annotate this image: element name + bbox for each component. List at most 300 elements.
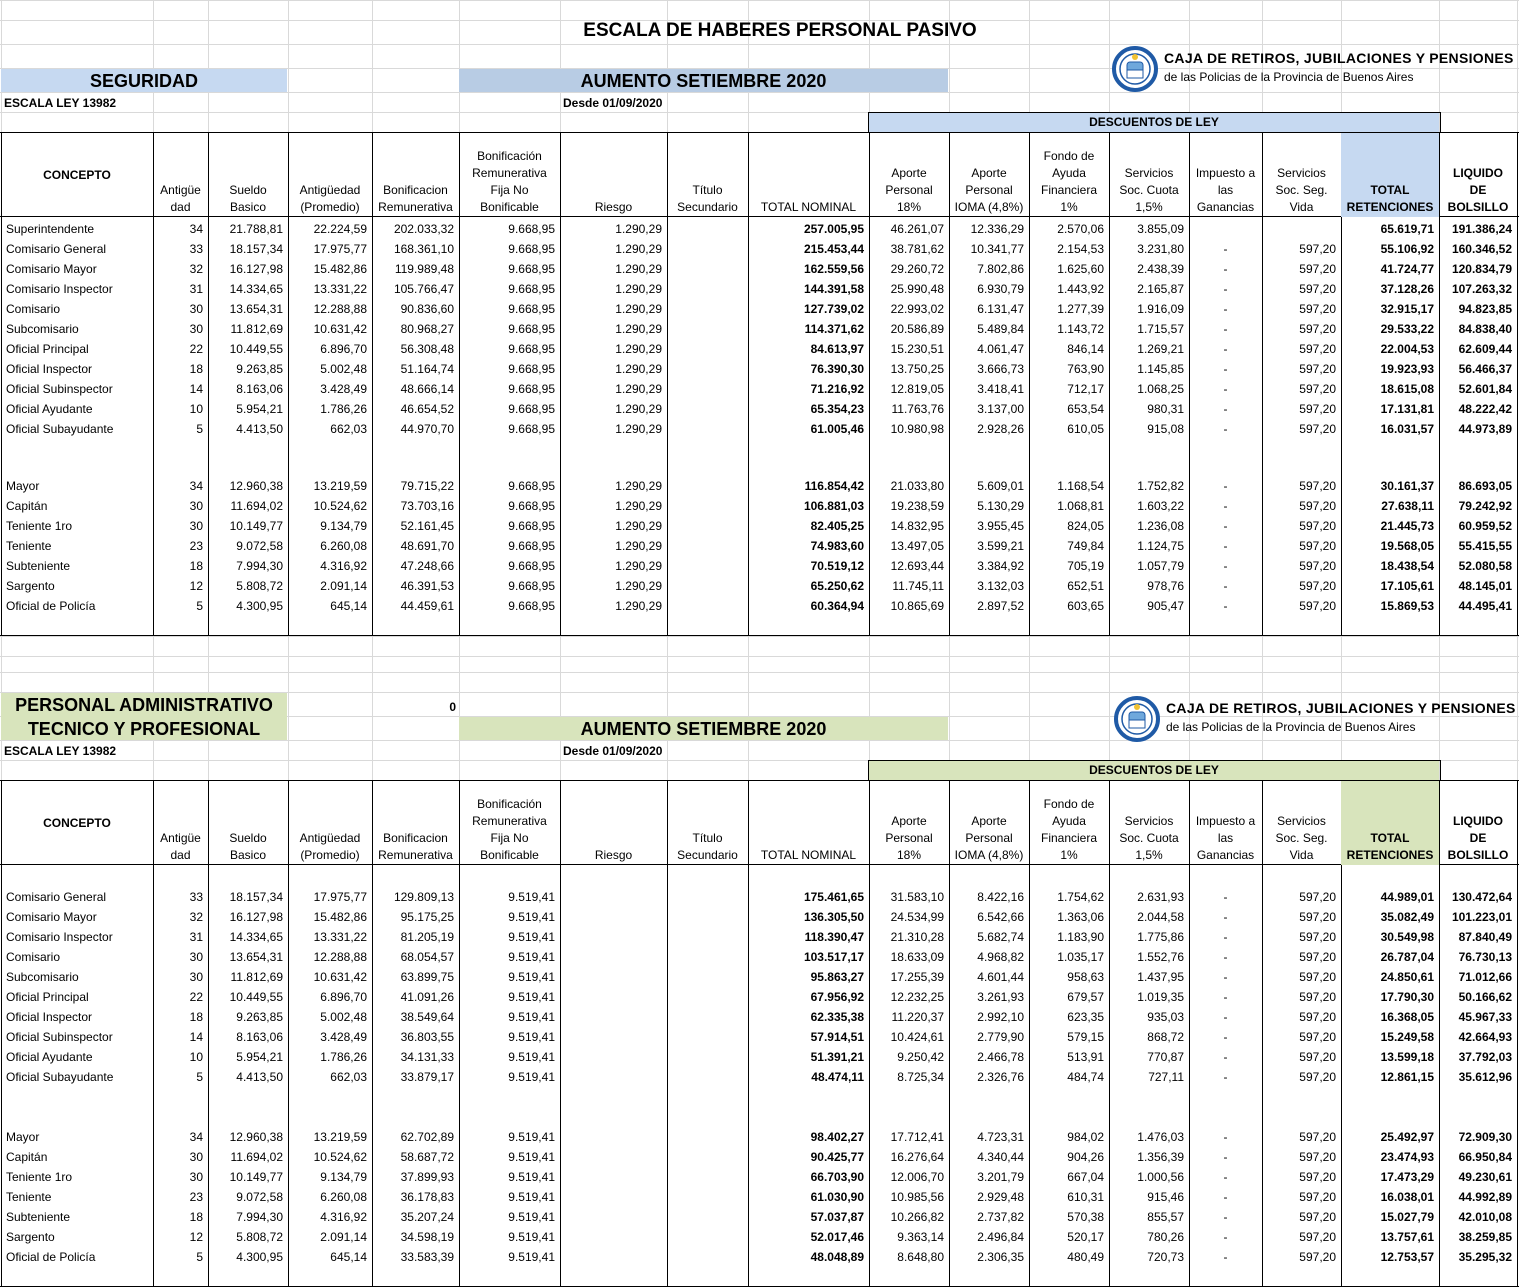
header-fondo-ayuda: Fondo de Ayuda Financiera 1%	[1040, 797, 1098, 862]
table-cell	[565, 1067, 662, 1087]
table-cell: 16.368,05	[1380, 1010, 1434, 1024]
table-cell: 5.609,01	[977, 479, 1024, 493]
table-cell: 66.950,84	[1458, 1150, 1512, 1164]
table-cell: 257.005,95	[803, 222, 864, 236]
table-cell: 95.175,25	[400, 910, 454, 924]
table-cell: 5.002,48	[320, 1010, 367, 1024]
row-concepto: Oficial Ayudante	[6, 1050, 93, 1064]
table-cell: 597,20	[1299, 539, 1336, 553]
table-cell: 23	[189, 1190, 203, 1204]
table-cell: 45.967,33	[1458, 1010, 1512, 1024]
table-cell: 116.854,42	[804, 479, 864, 493]
table-cell: 1.290,29	[615, 499, 662, 513]
row-concepto: Oficial de Policía	[6, 599, 96, 613]
table-cell: 21.445,73	[1380, 519, 1434, 533]
table-cell	[565, 1007, 662, 1027]
table-cell: -	[1223, 970, 1228, 984]
table-cell: 13.654,31	[229, 950, 283, 964]
table-cell: 824,05	[1067, 519, 1104, 533]
table-cell: 12.006,70	[890, 1170, 944, 1184]
table-cell: 13.331,22	[313, 930, 367, 944]
table-cell	[1194, 219, 1257, 239]
desde-label-2: Desde 01/09/2020	[563, 744, 663, 758]
header-concepto: CONCEPTO	[43, 815, 111, 830]
header-riesgo: Riesgo	[594, 200, 633, 214]
table-cell: 12.861,15	[1380, 1070, 1434, 1084]
table-cell: 978,76	[1147, 579, 1184, 593]
table-cell: 175.461,65	[803, 890, 864, 904]
table-cell	[565, 1247, 662, 1267]
table-cell: 5.682,74	[977, 930, 1024, 944]
table-cell: 1.775,86	[1137, 930, 1184, 944]
table-cell: 168.361,10	[393, 242, 454, 256]
table-cell: 12.819,05	[890, 382, 944, 396]
table-cell: 48.474,11	[811, 1070, 864, 1084]
table-cell: 76.730,13	[1458, 950, 1512, 964]
table-cell: 653,54	[1067, 402, 1104, 416]
table-cell: 2.438,39	[1137, 262, 1184, 276]
table-cell: 645,14	[330, 1250, 367, 1264]
table-cell: 46.391,53	[400, 579, 454, 593]
table-cell: 8.163,06	[236, 382, 283, 396]
table-cell: 705,19	[1067, 559, 1104, 573]
table-cell: 12	[189, 579, 203, 593]
table-cell: 22	[189, 990, 203, 1004]
table-cell: 4.300,95	[236, 1250, 283, 1264]
header-antiguedad-promedio: Antigüedad (Promedio)	[299, 183, 361, 214]
table-cell: 10.631,42	[313, 970, 367, 984]
table-cell: 513,91	[1067, 1050, 1104, 1064]
table-cell	[565, 1187, 662, 1207]
table-cell: 958,63	[1067, 970, 1104, 984]
table-cell: 1.625,60	[1057, 262, 1104, 276]
table-cell: 11.220,37	[891, 1010, 944, 1024]
table-cell: 2.570,06	[1057, 222, 1104, 236]
table-cell: 65.354,23	[810, 402, 864, 416]
table-cell: 2.091,14	[320, 1230, 367, 1244]
table-cell: 10	[189, 402, 203, 416]
table-cell: 17.473,29	[1380, 1170, 1434, 1184]
table-cell: 33.583,39	[400, 1250, 454, 1264]
table-cell: 1.715,57	[1137, 322, 1184, 336]
table-cell: 597,20	[1299, 499, 1336, 513]
table-cell: 1.356,39	[1137, 1150, 1184, 1164]
table-cell: 2.466,78	[977, 1050, 1024, 1064]
table-cell: 18.615,08	[1380, 382, 1434, 396]
table-cell: 119.989,48	[394, 262, 454, 276]
header-aporte-personal: Aporte Personal 18%	[885, 166, 933, 214]
table-cell: 30	[189, 519, 203, 533]
table-cell	[672, 1147, 743, 1167]
table-cell: 7.802,86	[977, 262, 1024, 276]
table-cell: 29.533,22	[1380, 322, 1434, 336]
header-sueldo-basico: Sueldo Basico	[229, 183, 267, 214]
table-cell: 1.290,29	[615, 559, 662, 573]
table-cell: 10.149,77	[229, 1170, 283, 1184]
table-cell: 579,15	[1067, 1030, 1104, 1044]
table-cell: 1.786,26	[320, 402, 367, 416]
descuentos-header-1: DESCUENTOS DE LEY	[869, 113, 1439, 132]
row-concepto: Teniente	[6, 1190, 52, 1204]
table-cell: 5.808,72	[236, 579, 283, 593]
table-cell: 90.836,60	[400, 302, 454, 316]
table-cell: 980,31	[1147, 402, 1184, 416]
header-sueldo-basico: Sueldo Basico	[229, 831, 267, 862]
table-cell: 603,65	[1067, 599, 1104, 613]
table-cell	[672, 1027, 743, 1047]
table-cell: 9.668,95	[508, 499, 555, 513]
table-cell	[672, 1127, 743, 1147]
table-cell: 107.263,32	[1451, 282, 1512, 296]
table-cell: 610,31	[1067, 1190, 1104, 1204]
table-cell: 57.037,87	[810, 1210, 864, 1224]
table-cell	[565, 1147, 662, 1167]
table-cell: 9.668,95	[508, 342, 555, 356]
table-cell: 2.779,90	[977, 1030, 1024, 1044]
header-servicios-vida: Servicios Soc. Seg. Vida	[1275, 814, 1328, 862]
table-cell: 30	[189, 950, 203, 964]
table-cell: 6.930,79	[977, 282, 1024, 296]
table-cell: 44.970,70	[400, 422, 454, 436]
table-cell: 11.694,02	[230, 499, 283, 513]
escala-label-1: ESCALA LEY 13982	[4, 96, 117, 110]
table-cell: 50.166,62	[1458, 990, 1512, 1004]
table-cell: -	[1223, 1210, 1228, 1224]
table-cell: 72.909,30	[1458, 1130, 1512, 1144]
table-cell: 12.288,88	[313, 950, 367, 964]
table-cell: 35.295,32	[1458, 1250, 1512, 1264]
table-cell: 106.881,03	[803, 499, 864, 513]
table-cell: 30	[189, 302, 203, 316]
table-cell: 935,03	[1147, 1010, 1184, 1024]
table-cell: 6.896,70	[320, 990, 367, 1004]
table-cell: -	[1223, 402, 1228, 416]
table-cell	[672, 1187, 743, 1207]
table-cell: 44.973,89	[1458, 422, 1512, 436]
table-cell: -	[1223, 322, 1228, 336]
table-cell: 34	[189, 1130, 203, 1144]
table-cell: 22.224,59	[313, 222, 367, 236]
table-cell: 22	[189, 342, 203, 356]
table-cell: 597,20	[1299, 422, 1336, 436]
table-cell	[672, 1247, 743, 1267]
table-cell	[672, 556, 743, 576]
row-concepto: Subcomisario	[6, 970, 79, 984]
table-cell: -	[1223, 559, 1228, 573]
section-label-seguridad: SEGURIDAD	[89, 71, 198, 91]
table-cell: 18	[189, 1010, 203, 1024]
table-cell: 4.340,44	[977, 1150, 1024, 1164]
table-cell: 597,20	[1299, 990, 1336, 1004]
row-concepto: Comisario General	[6, 890, 107, 904]
aumento-label-1: AUMENTO SETIEMBRE 2020	[580, 71, 827, 91]
table-cell: 597,20	[1299, 1150, 1336, 1164]
table-cell: 26.787,04	[1380, 950, 1434, 964]
table-cell: 73.703,16	[400, 499, 454, 513]
header-total-nominal: TOTAL NOMINAL	[760, 848, 857, 862]
table-cell: 48.222,42	[1458, 402, 1512, 416]
table-cell: 38.259,85	[1458, 1230, 1512, 1244]
table-cell: 13.497,05	[890, 539, 944, 553]
table-cell: 15.482,86	[313, 262, 367, 276]
header-servicios-cuota: Servicios Soc. Cuota 1,5%	[1119, 814, 1179, 862]
table-cell: 12.232,25	[890, 990, 944, 1004]
institution-name: CAJA DE RETIROS, JUBILACIONES Y PENSIONES	[1164, 50, 1514, 66]
table-cell: 9.519,41	[508, 950, 555, 964]
table-cell: 118.390,47	[804, 930, 864, 944]
table-cell	[672, 399, 743, 419]
header-aporte-ioma: Aporte Personal IOMA (4,8%)	[954, 166, 1024, 214]
table-cell: 570,38	[1067, 1210, 1104, 1224]
table-cell: 58.687,72	[400, 1150, 454, 1164]
table-cell: 4.413,50	[236, 1070, 283, 1084]
table-cell: 8.163,06	[236, 1030, 283, 1044]
table-cell: 9.519,41	[508, 890, 555, 904]
table-cell	[672, 496, 743, 516]
table-cell: 2.154,53	[1057, 242, 1104, 256]
table-cell: 3.137,00	[977, 402, 1024, 416]
header-servicios-vida: Servicios Soc. Seg. Vida	[1275, 166, 1328, 214]
table-cell: 44.992,89	[1458, 1190, 1512, 1204]
table-cell: 9.668,95	[508, 579, 555, 593]
table-cell: 34	[189, 479, 203, 493]
table-cell: 10.149,77	[229, 519, 283, 533]
table-cell: 3.599,21	[977, 539, 1024, 553]
table-cell: 49.230,61	[1458, 1170, 1512, 1184]
table-cell	[672, 887, 743, 907]
table-cell: 9.668,95	[508, 322, 555, 336]
table-cell: 915,46	[1147, 1190, 1184, 1204]
table-cell: 3.955,45	[977, 519, 1024, 533]
row-concepto: Superintendente	[6, 222, 95, 236]
table-cell: 12.960,38	[229, 1130, 283, 1144]
table-cell: -	[1223, 1070, 1228, 1084]
table-cell: 18.633,09	[890, 950, 944, 964]
table-cell: 46.261,07	[890, 222, 944, 236]
table-cell: 597,20	[1299, 342, 1336, 356]
table-cell: 1.124,75	[1137, 539, 1184, 553]
header-total-nominal: TOTAL NOMINAL	[760, 200, 857, 214]
table-cell: 1.603,22	[1137, 499, 1184, 513]
table-cell: 80.968,27	[400, 322, 454, 336]
table-cell: 10.524,62	[313, 1150, 367, 1164]
table-cell: -	[1223, 599, 1228, 613]
table-cell: 10.980,98	[890, 422, 944, 436]
table-cell: 662,03	[330, 1070, 367, 1084]
table-cell: 2.165,87	[1137, 282, 1184, 296]
header-bonificacion-remunerativa: Bonificacion Remunerativa	[378, 831, 453, 862]
table-cell: 18	[189, 362, 203, 376]
row-concepto: Comisario Mayor	[6, 910, 97, 924]
table-cell: -	[1223, 950, 1228, 964]
table-cell: 9.072,58	[236, 1190, 283, 1204]
table-cell: 52.017,46	[810, 1230, 864, 1244]
table-cell: 84.838,40	[1458, 322, 1512, 336]
table-cell: 1.143,72	[1057, 322, 1104, 336]
table-cell: 3.418,41	[977, 382, 1024, 396]
table-cell	[672, 476, 743, 496]
table-cell: 597,20	[1299, 1170, 1336, 1184]
table-cell: 127.739,02	[803, 302, 864, 316]
table-cell: 32	[189, 910, 203, 924]
table-cell: 3.855,09	[1137, 222, 1184, 236]
table-cell: 749,84	[1067, 539, 1104, 553]
table-cell: 1.290,29	[615, 599, 662, 613]
table-cell: 21.788,81	[229, 222, 283, 236]
table-cell: 3.666,73	[977, 362, 1024, 376]
table-cell: 25.492,97	[1380, 1130, 1434, 1144]
table-cell: 1.552,76	[1137, 950, 1184, 964]
table-cell: 18.157,34	[229, 890, 283, 904]
table-cell: 15.230,51	[890, 342, 944, 356]
table-cell: -	[1223, 1190, 1228, 1204]
header-servicios-cuota: Servicios Soc. Cuota 1,5%	[1119, 166, 1179, 214]
row-concepto: Capitán	[6, 1150, 48, 1164]
table-cell: 81.205,19	[400, 930, 454, 944]
table-cell: 15.027,79	[1380, 1210, 1434, 1224]
table-cell: 13.599,18	[1380, 1050, 1434, 1064]
row-concepto: Oficial Subinspector	[6, 1030, 113, 1044]
table-cell: 12	[189, 1230, 203, 1244]
table-cell: 41.724,77	[1380, 262, 1434, 276]
table-cell: 31	[189, 282, 203, 296]
table-cell: 79.715,22	[400, 479, 454, 493]
table-cell: 19.568,05	[1380, 539, 1434, 553]
table-cell: 9.668,95	[508, 422, 555, 436]
table-cell	[565, 1167, 662, 1187]
table-cell: -	[1223, 302, 1228, 316]
table-cell: 42.664,93	[1458, 1030, 1512, 1044]
table-cell: 23	[189, 539, 203, 553]
table-cell: 1.290,29	[615, 342, 662, 356]
table-cell: 95.863,27	[810, 970, 864, 984]
table-cell: 1.290,29	[615, 242, 662, 256]
header-concepto: CONCEPTO	[43, 167, 111, 182]
table-cell: 42.010,08	[1458, 1210, 1512, 1224]
header-aporte-ioma: Aporte Personal IOMA (4,8%)	[954, 814, 1024, 862]
table-cell: 2.306,35	[977, 1250, 1024, 1264]
table-cell: 652,51	[1067, 579, 1104, 593]
table-cell: 780,26	[1147, 1230, 1184, 1244]
table-cell: 597,20	[1299, 1030, 1336, 1044]
table-cell: 1.290,29	[615, 262, 662, 276]
table-cell: 33.879,17	[400, 1070, 454, 1084]
table-cell: 1.290,29	[615, 539, 662, 553]
table-cell: 720,73	[1147, 1250, 1184, 1264]
table-cell: 915,08	[1147, 422, 1184, 436]
table-cell: 60.364,94	[810, 599, 864, 613]
table-cell: 597,20	[1299, 1250, 1336, 1264]
table-cell: 9.519,41	[508, 1010, 555, 1024]
table-cell: 24.534,99	[890, 910, 944, 924]
table-cell: 103.517,17	[803, 950, 864, 964]
table-cell: -	[1223, 282, 1228, 296]
row-concepto: Oficial Inspector	[6, 362, 93, 376]
table-cell: 8.648,80	[897, 1250, 944, 1264]
table-cell: 9.668,95	[508, 539, 555, 553]
table-cell: 1.000,56	[1137, 1170, 1184, 1184]
table-cell: 1.290,29	[615, 282, 662, 296]
table-cell: 129.809,13	[393, 890, 454, 904]
table-cell: 5	[196, 1250, 203, 1264]
table-cell: 47.248,66	[400, 559, 454, 573]
table-cell: 846,14	[1067, 342, 1104, 356]
table-cell: 6.542,66	[977, 910, 1024, 924]
table-cell: 215.453,44	[803, 242, 864, 256]
table-cell: 120.834,79	[1451, 262, 1512, 276]
table-cell: 597,20	[1299, 362, 1336, 376]
table-cell: 520,17	[1067, 1230, 1104, 1244]
table-cell: 34.131,33	[400, 1050, 454, 1064]
table-cell: 1.752,82	[1137, 479, 1184, 493]
table-cell: 10.631,42	[313, 322, 367, 336]
table-cell	[672, 1227, 743, 1247]
zero-value: 0	[449, 700, 456, 714]
table-cell: 597,20	[1299, 1010, 1336, 1024]
table-cell: 18.157,34	[229, 242, 283, 256]
table-cell: 597,20	[1299, 402, 1336, 416]
table-cell: 17.975,77	[313, 242, 367, 256]
table-cell: 597,20	[1299, 302, 1336, 316]
table-cell: 48.048,89	[810, 1250, 864, 1264]
header-bonificacion-fija: Bonificación Remunerativa Fija No Bonificable	[472, 149, 547, 214]
table-cell: 3.428,49	[320, 382, 367, 396]
table-cell: 17.105,61	[1380, 579, 1434, 593]
table-cell: 27.638,11	[1381, 499, 1434, 513]
table-cell: 5.002,48	[320, 362, 367, 376]
table-cell: 9.072,58	[236, 539, 283, 553]
header-titulo-secundario: Título Secundario	[677, 183, 738, 214]
table-cell: 9.668,95	[508, 559, 555, 573]
table-cell: 9.668,95	[508, 362, 555, 376]
table-cell: 855,57	[1147, 1210, 1184, 1224]
table-cell: 597,20	[1299, 479, 1336, 493]
table-cell: 9.668,95	[508, 222, 555, 236]
row-concepto: Oficial Subayudante	[6, 1070, 114, 1084]
table-cell: 37.128,26	[1380, 282, 1434, 296]
table-cell: 38.781,62	[890, 242, 944, 256]
table-cell: 1.290,29	[615, 402, 662, 416]
table-cell: 82.405,25	[810, 519, 864, 533]
table-cell: -	[1223, 1250, 1228, 1264]
row-concepto: Comisario Mayor	[6, 262, 97, 276]
table-cell: 1.183,90	[1057, 930, 1104, 944]
table-cell: 52.080,58	[1458, 559, 1512, 573]
table-cell: -	[1223, 1150, 1228, 1164]
header-antiguedad: Antigüe dad	[160, 831, 201, 862]
descuentos-header-2: DESCUENTOS DE LEY	[869, 761, 1439, 780]
table-cell: 160.346,52	[1451, 242, 1512, 256]
table-cell: 2.992,10	[977, 1010, 1024, 1024]
table-cell: 29.260,72	[890, 262, 944, 276]
table-cell: 44.495,41	[1458, 599, 1512, 613]
row-concepto: Oficial Principal	[6, 990, 89, 1004]
table-cell: 114.371,62	[804, 322, 864, 336]
table-cell: 597,20	[1299, 322, 1336, 336]
table-cell: 597,20	[1299, 1210, 1336, 1224]
table-cell: 46.654,52	[400, 402, 454, 416]
table-cell: 9.519,41	[508, 1190, 555, 1204]
table-cell: 63.899,75	[400, 970, 454, 984]
table-cell: 9.668,95	[508, 262, 555, 276]
table-cell: -	[1223, 242, 1228, 256]
table-cell: 9.263,85	[236, 1010, 283, 1024]
table-cell: 15.249,58	[1380, 1030, 1434, 1044]
table-cell: 10.341,77	[970, 242, 1024, 256]
table-cell: 70.519,12	[810, 559, 864, 573]
table-cell	[672, 319, 743, 339]
header-bonificacion-fija: Bonificación Remunerativa Fija No Bonificable	[472, 797, 547, 862]
